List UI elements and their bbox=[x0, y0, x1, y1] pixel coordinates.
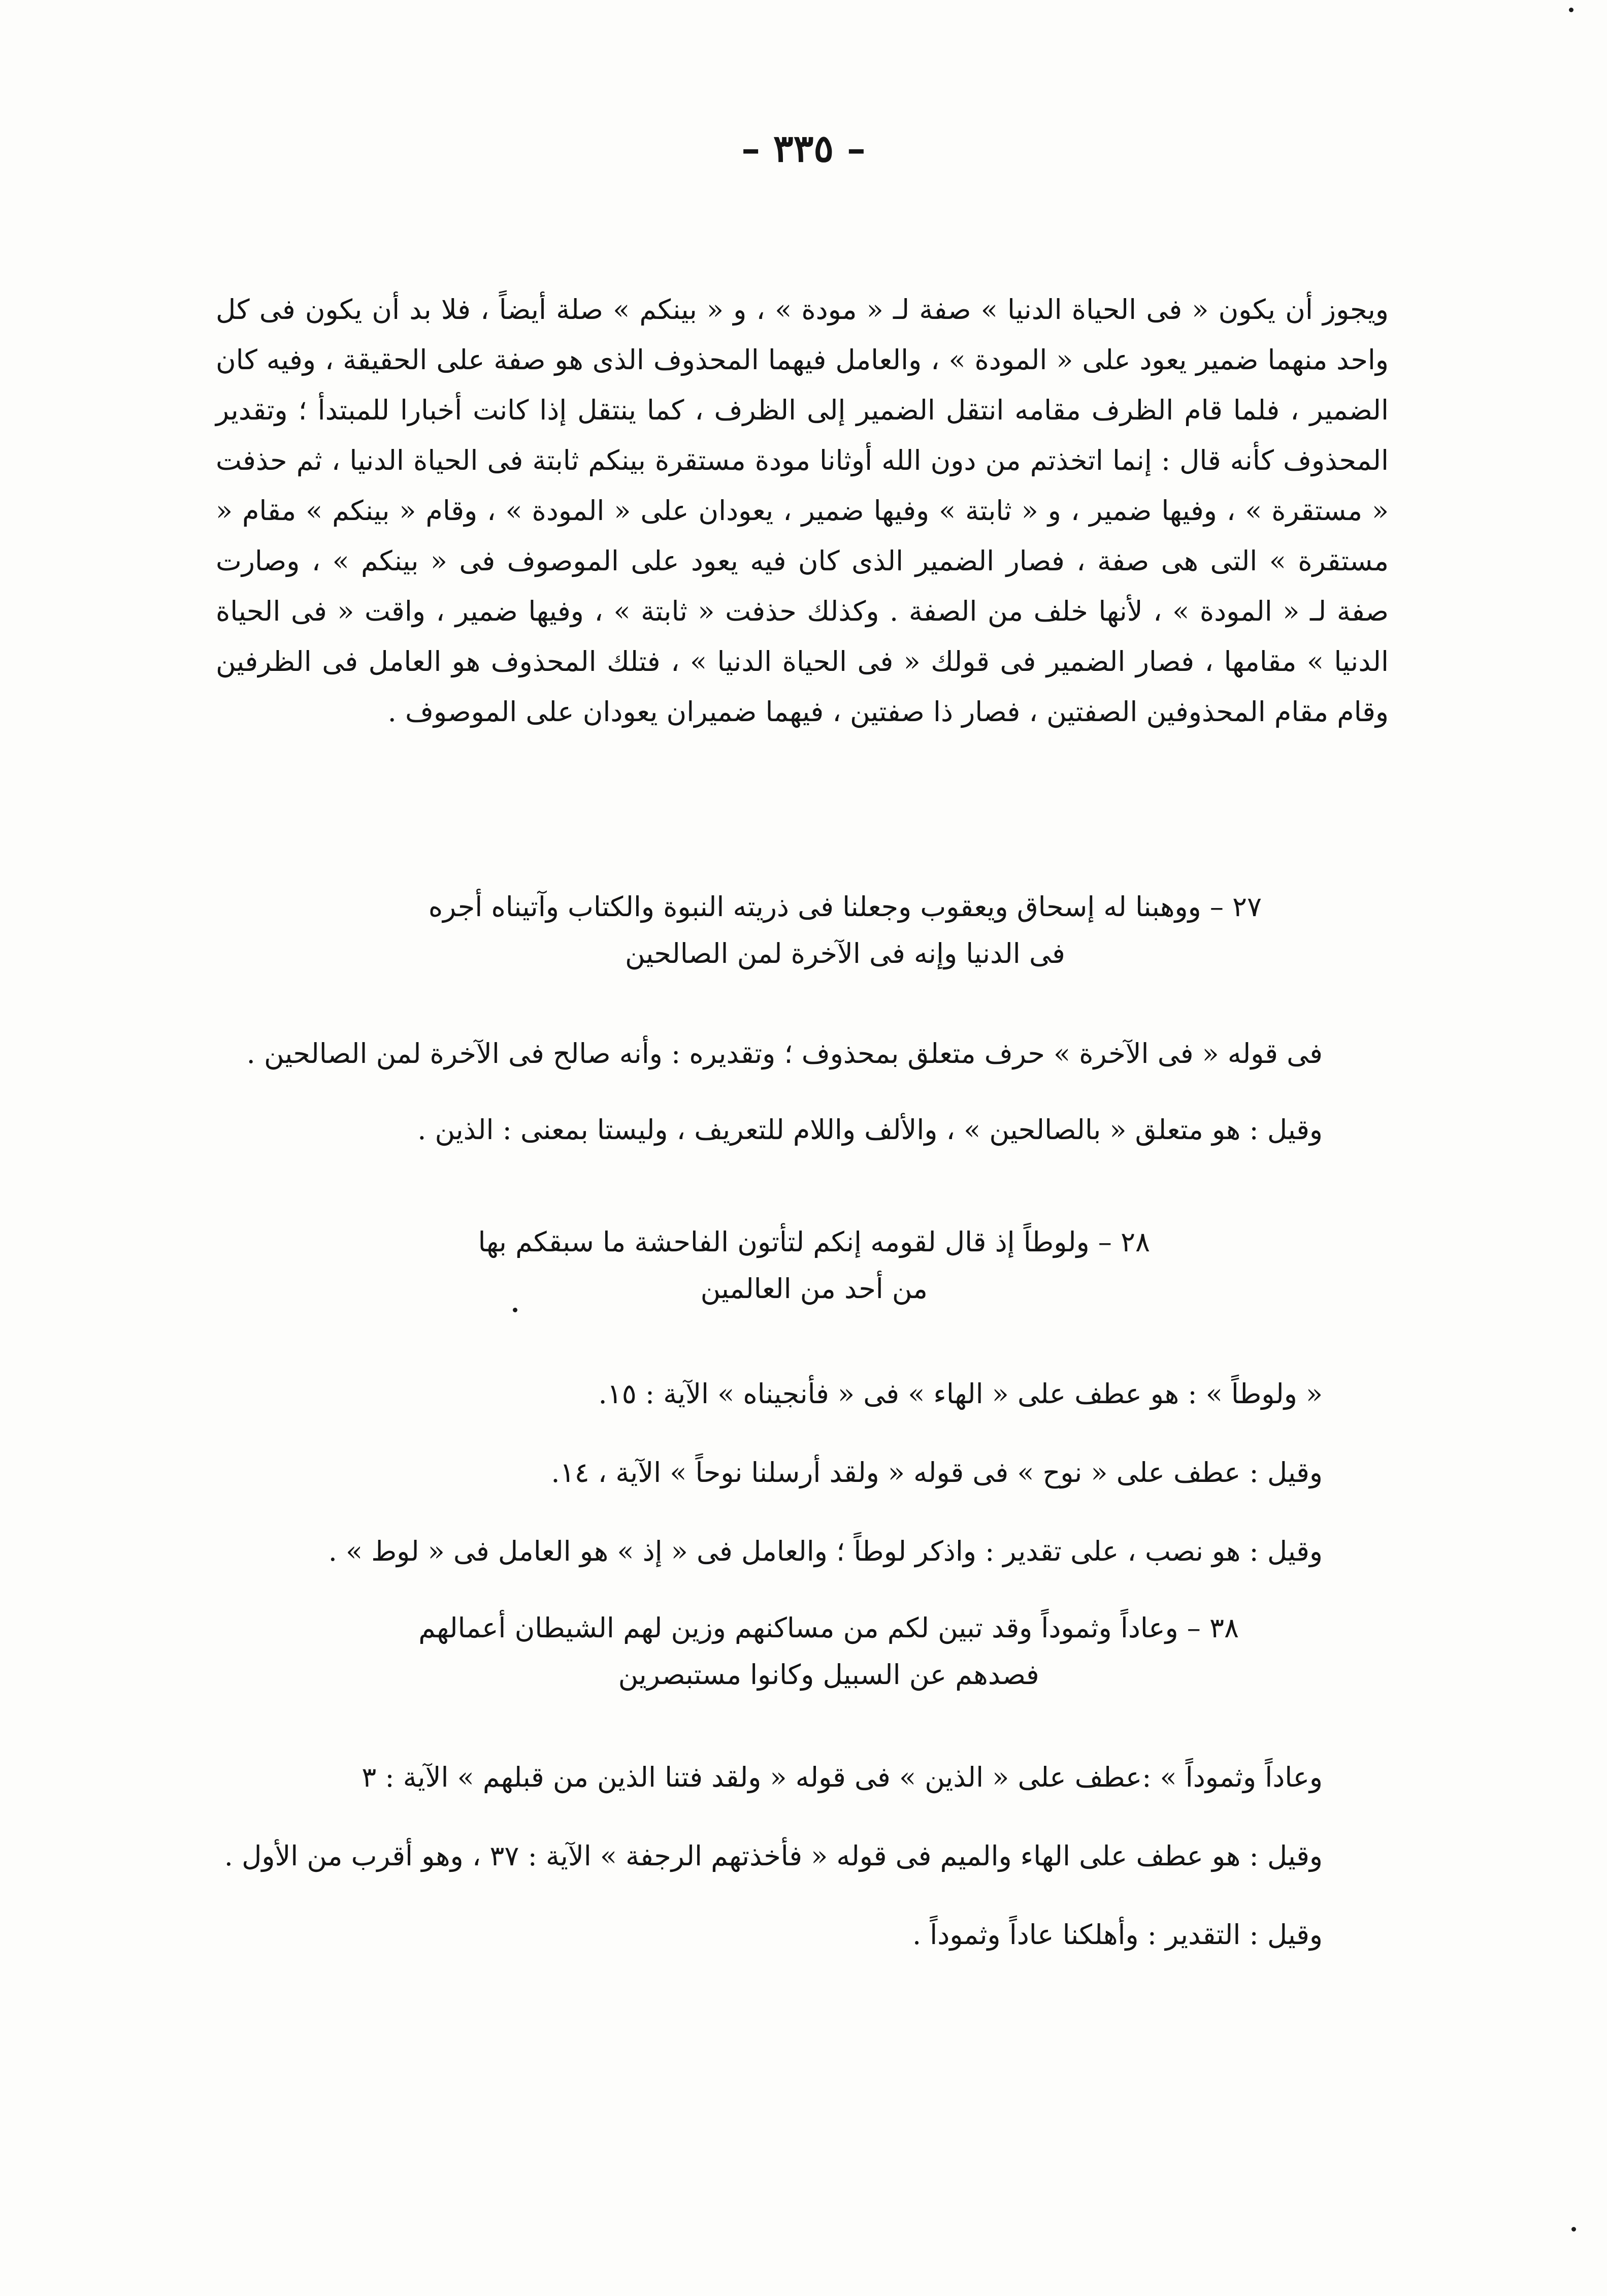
note-line: وقيل : التقدير : وأهلكنا عاداً وثموداً . bbox=[912, 1919, 1323, 1951]
note-line: « ولوطاً » : هو عطف على « الهاء » فى « فأنجيناه » الآية : ١٥. bbox=[598, 1378, 1323, 1410]
scan-speck bbox=[1571, 2227, 1576, 2232]
verse-28 bbox=[478, 1219, 1150, 1312]
verse-38 bbox=[418, 1605, 1239, 1698]
note-line: وقيل : هو متعلق « بالصالحين » ، والألف واللام للتعريف ، وليستا بمعنى : الذين . bbox=[417, 1114, 1323, 1146]
verse-line: ٢٧ – ووهبنا له إسحاق ويعقوب وجعلنا فى ذريته النبوة والكتاب وآتيناه أجره bbox=[428, 891, 1262, 923]
note-line: وقيل : عطف على « نوح » فى قوله « ولقد أرسلنا نوحاً » الآية ، ١٤. bbox=[551, 1457, 1323, 1489]
scan-speck bbox=[513, 1308, 517, 1312]
note-line: فى قوله « فى الآخرة » حرف متعلق بمحذوف ؛ وتقديره : وأنه صالح فى الآخرة لمن الصالحين . bbox=[246, 1038, 1323, 1070]
verse-line: ٣٨ – وعاداً وثموداً وقد تبين لكم من مساكنهم وزين لهم الشيطان أعمالهم bbox=[418, 1612, 1239, 1644]
intro-paragraph: ويجوز أن يكون « فى الحياة الدنيا » صفة لـ « مودة » ، و « بينكم » صلة أيضاً ، فلا بد أن يكون فى كل واحد منهما ضمير يعود على « المودة » ، والعامل فيهما المحذوف الذى هو صفة على الحقيقة ، وفيه كان الضمير ، فلما قام الظرف مقامه انتقل الضمير إلى الظرف ، كما ينتقل إذا كانت أخبارا للمبتدأ ؛ وتقدير المحذوف كأنه قال : إنما اتخذتم من دون الله أوثانا مودة مستقرة بينكم ثابتة فى الحياة الدنيا ، ثم حذفت « مستقرة » ، وفيها ضمير ، و « ثابتة » وفيها ضمير ، يعودان على « المودة » ، وقام « بينكم » مقام « مستقرة » التى هى صفة ، فصار الضمير الذى كان فيه يعود على الموصوف فى « بينكم » ، وصارت صفة لـ « المودة » ، لأنها خلف من الصفة . وكذلك حذفت « ثابتة » ، وفيها ضمير ، واقت « فى الحياة الدنيا » مقامها ، فصار الضمير فى قولك « فى الحياة الدنيا » ، فتلك المحذوف هو العامل فى الظرفين وقام مقام المحذوفين الصفتين ، فصار ذا صفتين ، فيهما ضميران يعودان على الموصوف . bbox=[216, 294, 1389, 728]
verse-27 bbox=[429, 884, 1262, 977]
note-line: وقيل : هو نصب ، على تقدير : واذكر لوطاً ؛ والعامل فى « إذ » هو العامل فى « لوط » . bbox=[328, 1535, 1323, 1567]
note-line: وعاداً وثموداً » :عطف على « الذين » فى قوله « ولقد فتنا الذين من قبلهم » الآية : ٣ bbox=[362, 1761, 1323, 1793]
verse-line: فصدهم عن السبيل وكانوا مستبصرين bbox=[618, 1659, 1039, 1691]
note-line: وقيل : هو عطف على الهاء والميم فى قوله « فأخذتهم الرجفة » الآية : ٣٧ ، وهو أقرب من الأول . bbox=[224, 1840, 1323, 1872]
verse-line: ٢٨ – ولوطاً إذ قال لقومه إنكم لتأتون الفاحشة ما سبقكم بها bbox=[478, 1226, 1150, 1258]
verse-line: من أحد من العالمين bbox=[700, 1273, 928, 1305]
page-number: – ٣٣٥ – bbox=[741, 127, 866, 171]
verse-line: فى الدنيا وإنه فى الآخرة لمن الصالحين bbox=[625, 937, 1065, 969]
scan-speck bbox=[1569, 8, 1573, 12]
